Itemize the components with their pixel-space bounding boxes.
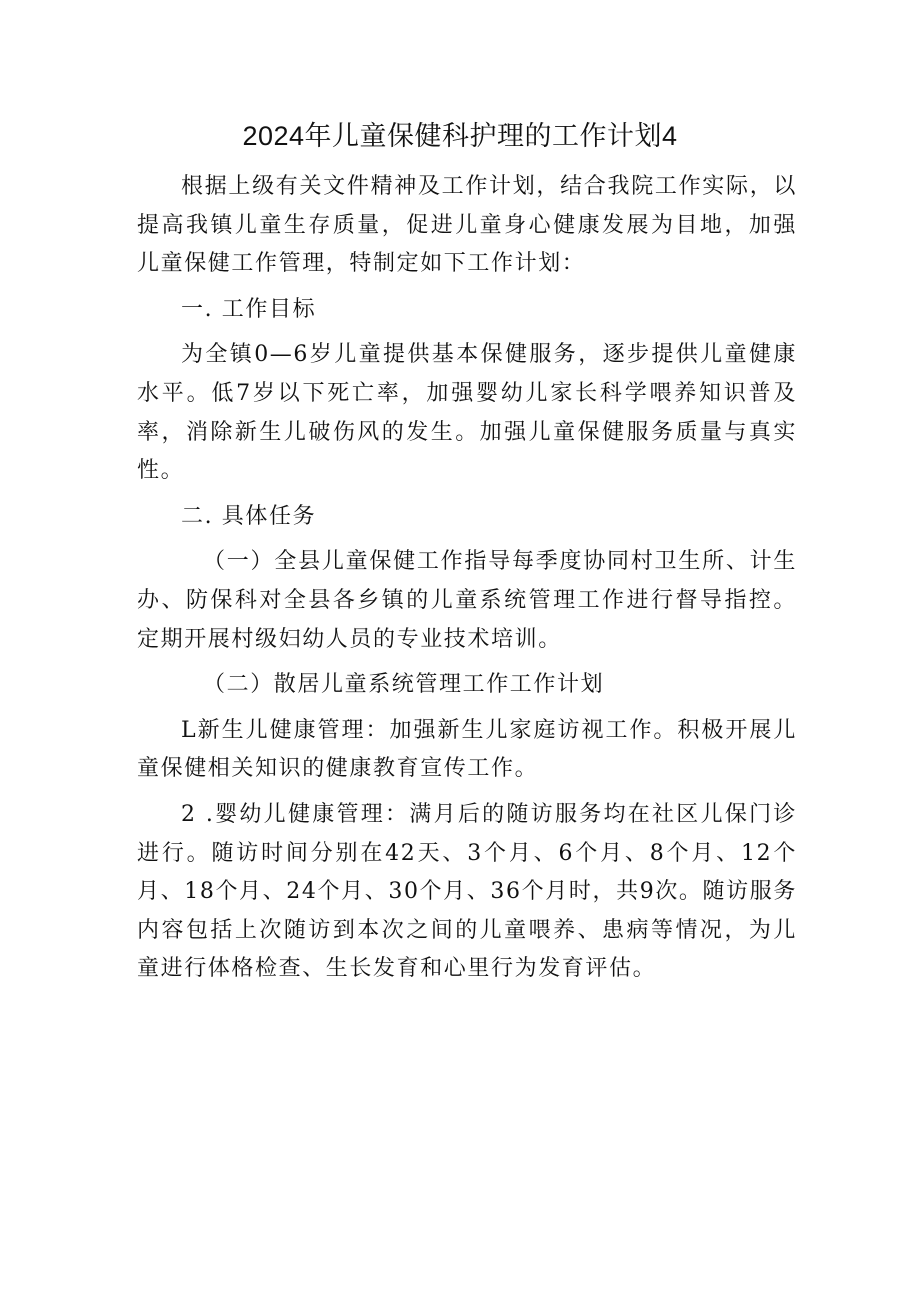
section-heading-goals: 一. 工作目标 <box>181 296 317 322</box>
intro-paragraph: 根据上级有关文件精神及工作计划，结合我院工作实际，以提高我镇儿童生存质量，促进儿童身心健康发展为目地，加强儿童保健工作管理，特制定如下工作计划： <box>137 174 797 277</box>
newborn-management-paragraph: L新生儿健康管理：加强新生儿家庭访视工作。积极开展儿童保健相关知识的健康教育宣传工作。 <box>137 717 797 782</box>
infant-management-paragraph: 2 .婴幼儿健康管理：满月后的随访服务均在社区儿保门诊进行。随访时间分别在42天、3个月、6个月、8个月、12个月、18个月、24个月、30个月、36个月时，共9次。随访服务内容包括上次随访到本次之间的儿童喂养、患病等情况，为儿童进行体格检查、生长发育和心里行为发育评估。 <box>137 801 797 982</box>
task-one-paragraph: （一）全县儿童保健工作指导每季度协同村卫生所、计生办、防保科对全县各乡镇的儿童系统管理工作进行督导指控。定期开展村级妇幼人员的专业技术培训。 <box>137 549 797 652</box>
document-title: 2024年儿童保健科护理的工作计划4 <box>242 121 678 151</box>
document-body <box>137 168 797 989</box>
section-heading-tasks: 二. 具体任务 <box>181 503 317 529</box>
task-two-heading: （二）散居儿童系统管理工作工作计划 <box>203 672 605 698</box>
goals-paragraph: 为全镇0—6岁儿童提供基本保健服务，逐步提供儿童健康水平。低7岁以下死亡率，加强婴幼儿家长科学喂养知识普及率，消除新生儿破伤风的发生。加强儿童保健服务质量与真实性。 <box>137 342 797 484</box>
